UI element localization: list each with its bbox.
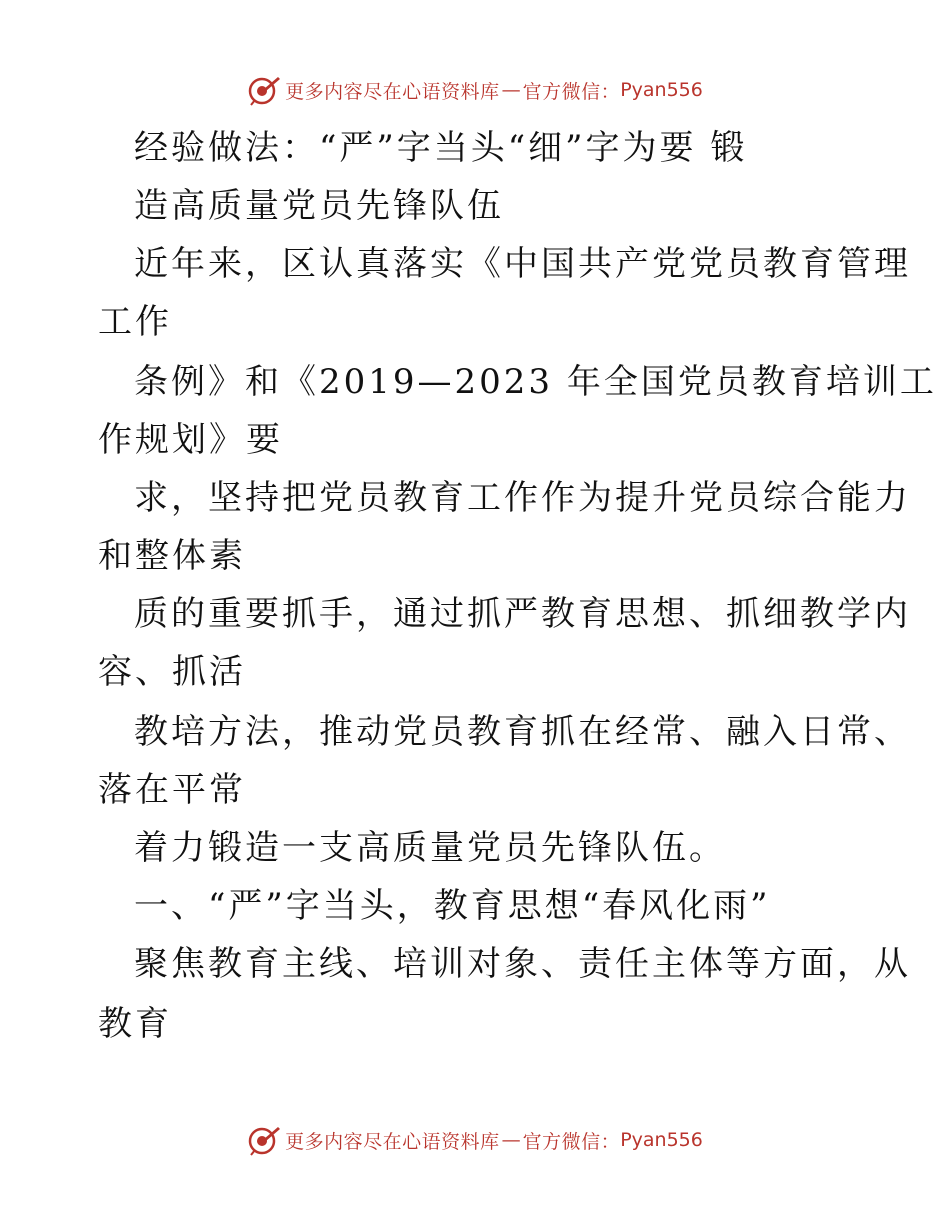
paragraph-line: 教培方法，推动党员教育抓在经常、融入日常、 (134, 712, 911, 752)
paragraph-line: 聚焦教育主线、培训对象、责任主体等方面，从 (134, 944, 911, 984)
footer-watermark (0, 1122, 950, 1158)
watermark-text: 更多内容尽在心语资料库 (285, 1130, 500, 1153)
watermark-dash: — (501, 79, 521, 101)
paragraph-line: 容、抓活 (98, 652, 246, 692)
watermark-wechat-id: Pyan556 (620, 79, 703, 101)
paragraph-line: 求，坚持把党员教育工作作为提升党员综合能力 (134, 478, 911, 518)
watermark-official-label: 官方微信： (522, 80, 621, 103)
paragraph-line: 工作 (98, 302, 172, 342)
title-line-1: 经验做法：“严”字当头“细”字为要 锻 (134, 128, 748, 168)
pen-seal-icon (247, 1123, 281, 1157)
header-watermark (0, 72, 950, 108)
section-heading: 一、“严”字当头，教育思想“春风化雨” (134, 886, 771, 926)
paragraph-line: 教育 (98, 1004, 172, 1044)
paragraph-line: 条例》和《2019—2023 年全国党员教育培训工 (134, 362, 937, 402)
paragraph-line: 作规划》要 (98, 420, 283, 460)
watermark-dash: — (501, 1129, 521, 1151)
paragraph-line: 质的重要抓手，通过抓严教育思想、抓细教学内 (134, 594, 911, 634)
paragraph-line: 和整体素 (98, 536, 246, 576)
paragraph-line: 着力锻造一支高质量党员先锋队伍。 (134, 828, 726, 868)
watermark-text: 更多内容尽在心语资料库 (285, 80, 500, 103)
watermark-official-label: 官方微信： (522, 1130, 621, 1153)
title-line-2: 造高质量党员先锋队伍 (134, 186, 504, 226)
paragraph-line: 落在平常 (98, 770, 246, 810)
watermark-wechat-id: Pyan556 (620, 1129, 703, 1151)
paragraph-line: 近年来，区认真落实《中国共产党党员教育管理 (134, 244, 911, 284)
pen-seal-icon (247, 73, 281, 107)
